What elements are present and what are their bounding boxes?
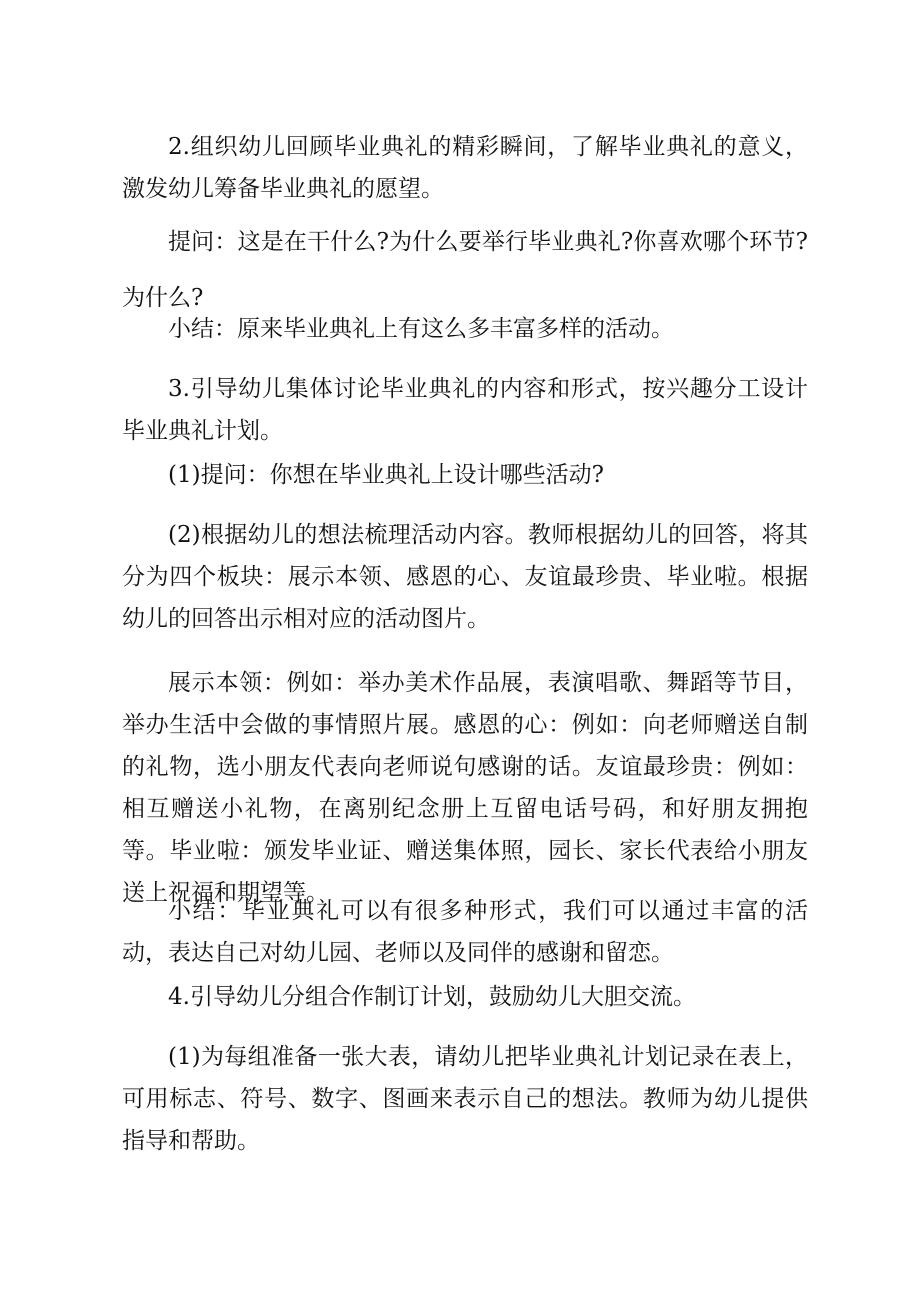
paragraph-summary-2: 小结：毕业典礼可以有很多种形式，我们可以通过丰富的活动，表达自己对幼儿园、老师以及同伴的感谢和留恋。 xyxy=(122,898,808,966)
paragraph-question-1: 提问：这是在干什么?为什么要举行毕业典礼?你喜欢哪个环节?为什么? xyxy=(122,229,808,311)
paragraph-step-3: 3.引导幼儿集体讨论毕业典礼的内容和形式，按兴趣分工设计毕业典礼计划。 xyxy=(122,376,808,444)
paragraph-step-2: 2.组织幼儿回顾毕业典礼的精彩瞬间，了解毕业典礼的意义，激发幼儿筹备毕业典礼的愿望。 xyxy=(122,134,808,202)
paragraph-substep-4-1: (1)为每组准备一张大表，请幼儿把毕业典礼计划记录在表上，可用标志、符号、数字、图画来表示自己的想法。教师为幼儿提供指导和帮助。 xyxy=(122,1044,808,1154)
paragraph-step-4: 4.引导幼儿分组合作制订计划，鼓励幼儿大胆交流。 xyxy=(168,984,696,1010)
paragraph-substep-3-1: (1)提问：你想在毕业典礼上设计哪些活动? xyxy=(168,462,604,488)
paragraph-activity-details: 展示本领：例如：举办美术作品展，表演唱歌、舞蹈等节目，举办生活中会做的事情照片展。感恩的心：例如：向老师赠送自制的礼物，选小朋友代表向老师说句感谢的话。友谊最珍贵：例如：相互赠送小礼物，在离别纪念册上互留电话号码，和好朋友拥抱等。毕业啦：颁发毕业证、赠送集体照，园长、家长代表给小朋友送上祝福和期望等。 xyxy=(122,670,808,906)
paragraph-substep-3-2: (2)根据幼儿的想法梳理活动内容。教师根据幼儿的回答，将其分为四个板块：展示本领、感恩的心、友谊最珍贵、毕业啦。根据幼儿的回答出示相对应的活动图片。 xyxy=(122,522,808,632)
paragraph-summary-1: 小结：原来毕业典礼上有这么多丰富多样的活动。 xyxy=(168,316,674,342)
